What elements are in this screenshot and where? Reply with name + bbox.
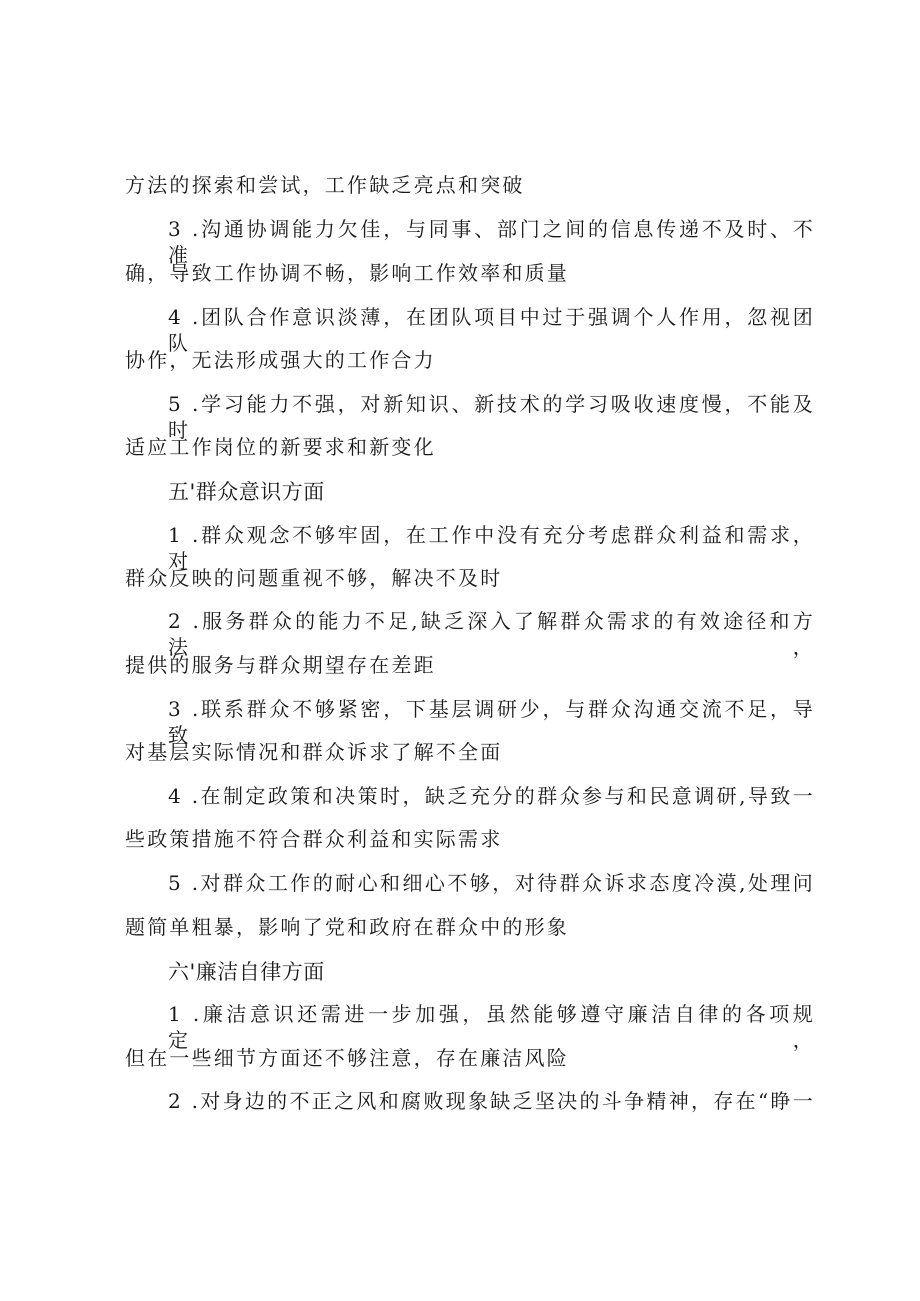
paragraph-line: 确，导致工作协调不畅，影响工作效率和质量 xyxy=(125,261,569,285)
paragraph-line: 些政策措施不符合群众利益和实际需求 xyxy=(125,827,503,851)
paragraph-line: 3 .沟通协调能力欠佳，与同事、部门之间的信息传递不及时、不准 xyxy=(168,217,815,267)
paragraph-line: 适应工作岗位的新要求和新变化 xyxy=(125,435,436,459)
paragraph-line: 3 .联系群众不够紧密，下基层调研少，与群众沟通交流不足，导致 xyxy=(168,697,815,747)
section-heading: 五'群众意识方面 xyxy=(168,480,325,504)
paragraph-line: 4 .团队合作意识淡薄，在团队项目中过于强调个人作用，忽视团队 xyxy=(168,305,815,355)
paragraph-line: 群众反映的问题重视不够，解决不及时 xyxy=(125,566,503,590)
paragraph-line: 5 .学习能力不强，对新知识、新技术的学习吸收速度慢，不能及时 xyxy=(168,392,815,442)
paragraph-line: 1 .群众观念不够牢固，在工作中没有充分考虑群众利益和需求，对 xyxy=(168,523,815,573)
paragraph-line: 2 .服务群众的能力不足,缺乏深入了解群众需求的有效途径和方法， xyxy=(168,609,815,659)
paragraph-line: 对基层实际情况和群众诉求了解不全面 xyxy=(125,740,503,764)
paragraph-line: 1 .廉洁意识还需进一步加强，虽然能够遵守廉洁自律的各项规定， xyxy=(168,1002,815,1052)
paragraph-line: 4 .在制定政策和决策时，缺乏充分的群众参与和民意调研,导致一 xyxy=(168,784,815,808)
paragraph-line: 提供的服务与群众期望存在差距 xyxy=(125,653,436,677)
paragraph-line: 5 .对群众工作的耐心和细心不够，对待群众诉求态度冷漠,处理问 xyxy=(168,871,815,895)
paragraph-line: 方法的探索和尝试，工作缺乏亮点和突破 xyxy=(125,173,525,197)
paragraph-line: 2 .对身边的不正之风和腐败现象缺乏坚决的斗争精神，存在“睁一 xyxy=(168,1089,815,1113)
section-heading: 六'廉洁自律方面 xyxy=(168,960,325,984)
paragraph-line: 但在一些细节方面还不够注意，存在廉洁风险 xyxy=(125,1046,569,1070)
paragraph-line: 题简单粗暴，影响了党和政府在群众中的形象 xyxy=(125,915,569,939)
paragraph-line: 协作，无法形成强大的工作合力 xyxy=(125,348,436,372)
